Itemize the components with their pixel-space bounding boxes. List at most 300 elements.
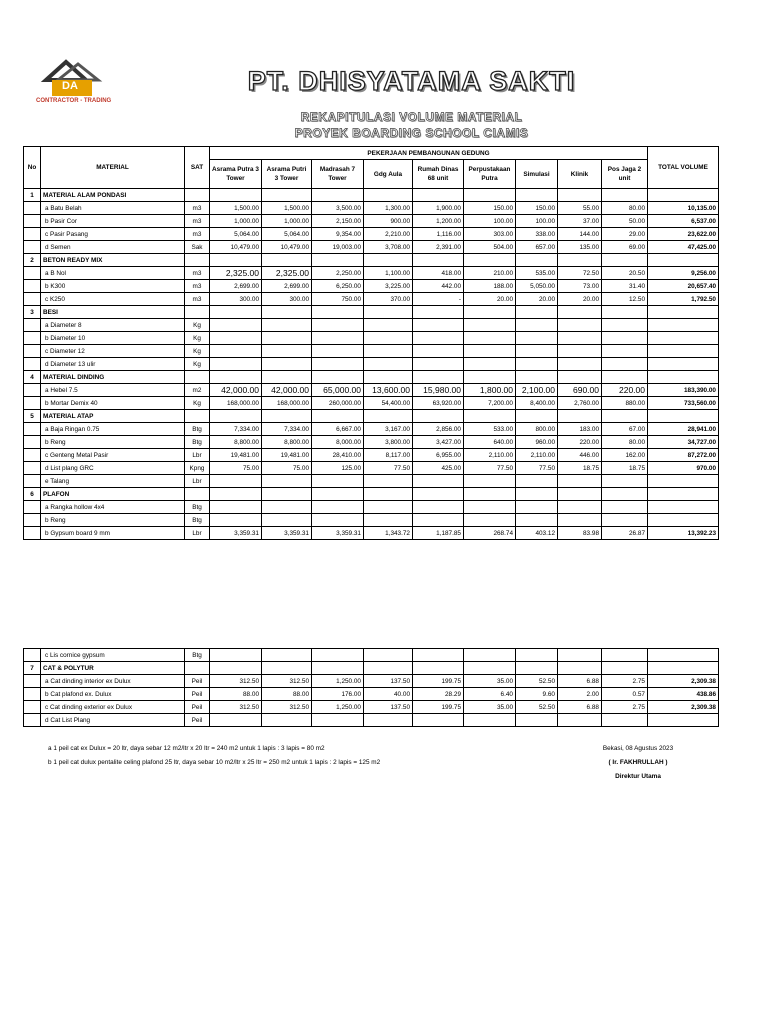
empty-cell bbox=[312, 662, 364, 675]
total-volume bbox=[648, 649, 719, 662]
empty-cell bbox=[210, 662, 262, 675]
volume-cell: 3,225.00 bbox=[364, 280, 413, 293]
unit: Peil bbox=[185, 701, 210, 714]
total-volume: 20,657.40 bbox=[648, 280, 719, 293]
volume-cell: 168,000.00 bbox=[210, 397, 262, 410]
total-volume: 183,390.00 bbox=[648, 384, 719, 397]
material-name: c Lis cornice gypsum bbox=[41, 649, 185, 662]
empty-cell bbox=[558, 371, 602, 384]
unit: Sak bbox=[185, 241, 210, 254]
volume-cell: 5,050.00 bbox=[516, 280, 558, 293]
volume-cell: 100.00 bbox=[516, 215, 558, 228]
volume-cell: 18.75 bbox=[558, 462, 602, 475]
empty-cell bbox=[648, 488, 719, 501]
volume-cell: 3,500.00 bbox=[312, 202, 364, 215]
volume-cell bbox=[364, 649, 413, 662]
company-name: PT. DHISYATAMA SAKTI bbox=[247, 66, 576, 96]
volume-cell: 9.60 bbox=[516, 688, 558, 701]
volume-cell bbox=[312, 649, 364, 662]
material-name: d List plang GRC bbox=[41, 462, 185, 475]
volume-cell: 750.00 bbox=[312, 293, 364, 306]
col-material: MATERIAL bbox=[41, 147, 185, 189]
volume-cell: 88.00 bbox=[210, 688, 262, 701]
empty-cell bbox=[648, 410, 719, 423]
empty-cell bbox=[558, 410, 602, 423]
volume-cell: 88.00 bbox=[262, 688, 312, 701]
material-table-continued bbox=[23, 648, 719, 727]
volume-cell bbox=[602, 514, 648, 527]
volume-cell: 640.00 bbox=[464, 436, 516, 449]
empty-cell bbox=[413, 662, 464, 675]
volume-cell: 19,003.00 bbox=[312, 241, 364, 254]
volume-cell bbox=[516, 319, 558, 332]
unit: Kpng bbox=[185, 462, 210, 475]
volume-cell bbox=[558, 358, 602, 371]
volume-cell: 137.50 bbox=[364, 675, 413, 688]
empty-cell bbox=[516, 254, 558, 267]
volume-cell bbox=[312, 714, 364, 727]
total-volume bbox=[648, 319, 719, 332]
volume-cell: 75.00 bbox=[262, 462, 312, 475]
volume-cell bbox=[602, 501, 648, 514]
volume-cell: 312.50 bbox=[210, 701, 262, 714]
volume-cell bbox=[413, 514, 464, 527]
volume-cell: 8,000.00 bbox=[312, 436, 364, 449]
empty-cell bbox=[602, 410, 648, 423]
material-name: a Diameter 8 bbox=[41, 319, 185, 332]
empty-cell bbox=[185, 371, 210, 384]
volume-cell bbox=[516, 345, 558, 358]
volume-cell: 2,150.00 bbox=[312, 215, 364, 228]
material-name: a Baja Ringan 0.75 bbox=[41, 423, 185, 436]
row-number bbox=[24, 202, 41, 215]
material-table bbox=[23, 146, 719, 540]
table-row bbox=[24, 332, 719, 345]
volume-cell: 442.00 bbox=[413, 280, 464, 293]
volume-cell bbox=[558, 714, 602, 727]
empty-cell bbox=[516, 306, 558, 319]
volume-cell: 210.00 bbox=[464, 267, 516, 280]
signature-block bbox=[588, 742, 688, 784]
empty-cell bbox=[262, 410, 312, 423]
volume-cell bbox=[602, 345, 648, 358]
notes bbox=[48, 742, 380, 770]
empty-cell bbox=[413, 410, 464, 423]
section-row bbox=[24, 410, 719, 423]
section-title: MATERIAL DINDING bbox=[41, 371, 185, 384]
material-name: b Reng bbox=[41, 436, 185, 449]
unit: Kg bbox=[185, 397, 210, 410]
unit: m3 bbox=[185, 215, 210, 228]
volume-cell: 6,667.00 bbox=[312, 423, 364, 436]
row-number bbox=[24, 462, 41, 475]
empty-cell bbox=[464, 254, 516, 267]
volume-cell: 3,359.31 bbox=[210, 527, 262, 540]
volume-cell: 2.00 bbox=[558, 688, 602, 701]
volume-cell: 3,359.31 bbox=[262, 527, 312, 540]
company-tagline: CONTRACTOR - TRADING bbox=[36, 98, 112, 104]
volume-cell: 960.00 bbox=[516, 436, 558, 449]
volume-cell: 12.50 bbox=[602, 293, 648, 306]
volume-cell: 535.00 bbox=[516, 267, 558, 280]
volume-cell: 1,343.72 bbox=[364, 527, 413, 540]
volume-cell: 144.00 bbox=[558, 228, 602, 241]
material-name: b Mortar Demix 40 bbox=[41, 397, 185, 410]
row-number bbox=[24, 293, 41, 306]
unit: Btg bbox=[185, 649, 210, 662]
volume-cell: 6,955.00 bbox=[413, 449, 464, 462]
unit: Btg bbox=[185, 501, 210, 514]
table-row bbox=[24, 675, 719, 688]
volume-cell bbox=[464, 514, 516, 527]
volume-cell bbox=[413, 345, 464, 358]
volume-cell: 880.00 bbox=[602, 397, 648, 410]
total-volume bbox=[648, 514, 719, 527]
empty-cell bbox=[413, 189, 464, 202]
table-row bbox=[24, 436, 719, 449]
total-volume: 28,941.00 bbox=[648, 423, 719, 436]
volume-cell: 150.00 bbox=[464, 202, 516, 215]
table-row bbox=[24, 267, 719, 280]
volume-cell: 188.00 bbox=[464, 280, 516, 293]
total-volume: 9,256.00 bbox=[648, 267, 719, 280]
volume-cell: 303.00 bbox=[464, 228, 516, 241]
volume-cell: 28.29 bbox=[413, 688, 464, 701]
volume-cell: 1,900.00 bbox=[413, 202, 464, 215]
volume-cell bbox=[364, 475, 413, 488]
volume-cell: 80.00 bbox=[602, 436, 648, 449]
section-number: 6 bbox=[24, 488, 41, 501]
volume-cell bbox=[558, 332, 602, 345]
empty-cell bbox=[648, 254, 719, 267]
volume-cell bbox=[413, 358, 464, 371]
empty-cell bbox=[312, 410, 364, 423]
row-number bbox=[24, 514, 41, 527]
empty-cell bbox=[648, 371, 719, 384]
volume-cell bbox=[312, 319, 364, 332]
volume-cell: 72.50 bbox=[558, 267, 602, 280]
volume-cell: 8,800.00 bbox=[210, 436, 262, 449]
volume-cell: 9,354.00 bbox=[312, 228, 364, 241]
volume-cell bbox=[464, 332, 516, 345]
volume-cell: 19,481.00 bbox=[210, 449, 262, 462]
volume-cell: 125.00 bbox=[312, 462, 364, 475]
volume-cell: 67.00 bbox=[602, 423, 648, 436]
empty-cell bbox=[262, 189, 312, 202]
row-number bbox=[24, 688, 41, 701]
empty-cell bbox=[516, 662, 558, 675]
volume-cell: 8,800.00 bbox=[262, 436, 312, 449]
empty-cell bbox=[210, 371, 262, 384]
volume-cell bbox=[210, 475, 262, 488]
total-volume: 2,309.38 bbox=[648, 675, 719, 688]
col-group-title: PEKERJAAN PEMBANGUNAN GEDUNG bbox=[210, 147, 648, 160]
volume-cell bbox=[210, 319, 262, 332]
volume-cell: 300.00 bbox=[210, 293, 262, 306]
volume-cell: 1,250.00 bbox=[312, 701, 364, 714]
empty-cell bbox=[558, 254, 602, 267]
volume-cell: 20.00 bbox=[516, 293, 558, 306]
material-name: c K250 bbox=[41, 293, 185, 306]
empty-cell bbox=[516, 410, 558, 423]
unit: Btg bbox=[185, 514, 210, 527]
volume-cell: 37.00 bbox=[558, 215, 602, 228]
volume-cell: 312.50 bbox=[210, 675, 262, 688]
volume-cell bbox=[464, 714, 516, 727]
volume-cell: 3,359.31 bbox=[312, 527, 364, 540]
volume-cell bbox=[558, 514, 602, 527]
empty-cell bbox=[602, 488, 648, 501]
empty-cell bbox=[312, 371, 364, 384]
col-total: TOTAL VOLUME bbox=[648, 147, 719, 189]
note-b: b 1 peil cat dulux pentalite celing plafond 25 ltr, daya sebar 10 m2/ltr x 25 ltr = 250 m2 untuk 1 lapis : 2 lapis = 125 m2 bbox=[48, 759, 381, 766]
empty-cell bbox=[364, 371, 413, 384]
table-row bbox=[24, 384, 719, 397]
volume-cell: 425.00 bbox=[413, 462, 464, 475]
section-row bbox=[24, 189, 719, 202]
volume-cell: 10,479.00 bbox=[210, 241, 262, 254]
material-name: d Semen bbox=[41, 241, 185, 254]
volume-cell bbox=[262, 649, 312, 662]
volume-cell: 504.00 bbox=[464, 241, 516, 254]
material-name: b Cat plafond ex. Dulux bbox=[41, 688, 185, 701]
section-row bbox=[24, 488, 719, 501]
volume-cell bbox=[210, 501, 262, 514]
material-name: c Genteng Metal Pasir bbox=[41, 449, 185, 462]
volume-cell: 312.50 bbox=[262, 701, 312, 714]
section-title: CAT & POLYTUR bbox=[41, 662, 185, 675]
volume-cell: 135.00 bbox=[558, 241, 602, 254]
row-number bbox=[24, 449, 41, 462]
volume-cell: 199.75 bbox=[413, 675, 464, 688]
volume-cell bbox=[558, 649, 602, 662]
volume-cell: 65,000.00 bbox=[312, 384, 364, 397]
volume-cell: 18.75 bbox=[602, 462, 648, 475]
col-sat: SAT bbox=[185, 147, 210, 189]
volume-cell: 26.87 bbox=[602, 527, 648, 540]
volume-cell: 35.00 bbox=[464, 675, 516, 688]
empty-cell bbox=[516, 488, 558, 501]
empty-cell bbox=[364, 189, 413, 202]
volume-cell bbox=[516, 358, 558, 371]
row-number bbox=[24, 714, 41, 727]
table-row bbox=[24, 649, 719, 662]
volume-cell: 168,000.00 bbox=[262, 397, 312, 410]
volume-cell: 1,000.00 bbox=[262, 215, 312, 228]
row-number bbox=[24, 675, 41, 688]
volume-cell: 403.12 bbox=[516, 527, 558, 540]
section-title: MATERIAL ATAP bbox=[41, 410, 185, 423]
total-volume: 970.00 bbox=[648, 462, 719, 475]
volume-cell bbox=[413, 714, 464, 727]
volume-cell: 19,481.00 bbox=[262, 449, 312, 462]
unit: Kg bbox=[185, 319, 210, 332]
row-number bbox=[24, 397, 41, 410]
volume-cell: 13,600.00 bbox=[364, 384, 413, 397]
row-number bbox=[24, 384, 41, 397]
unit: m3 bbox=[185, 267, 210, 280]
volume-cell: 2,391.00 bbox=[413, 241, 464, 254]
empty-cell bbox=[210, 488, 262, 501]
col-rumah-dinas: Rumah Dinas 68 unit bbox=[413, 160, 464, 189]
empty-cell bbox=[516, 189, 558, 202]
volume-cell: 15,980.00 bbox=[413, 384, 464, 397]
empty-cell bbox=[185, 306, 210, 319]
unit: Kg bbox=[185, 358, 210, 371]
volume-cell: 80.00 bbox=[602, 202, 648, 215]
material-name: c Cat dinding exterior ex Dulux bbox=[41, 701, 185, 714]
volume-cell bbox=[516, 649, 558, 662]
empty-cell bbox=[210, 410, 262, 423]
empty-cell bbox=[210, 254, 262, 267]
volume-cell: 2,325.00 bbox=[210, 267, 262, 280]
total-volume: 87,272.00 bbox=[648, 449, 719, 462]
volume-cell: 20.00 bbox=[558, 293, 602, 306]
volume-cell: 63,920.00 bbox=[413, 397, 464, 410]
volume-cell bbox=[364, 319, 413, 332]
volume-cell bbox=[210, 358, 262, 371]
row-number bbox=[24, 332, 41, 345]
volume-cell bbox=[262, 501, 312, 514]
total-volume bbox=[648, 345, 719, 358]
empty-cell bbox=[648, 189, 719, 202]
section-number: 4 bbox=[24, 371, 41, 384]
volume-cell: 2,100.00 bbox=[516, 384, 558, 397]
unit: m3 bbox=[185, 202, 210, 215]
unit: Lbr bbox=[185, 475, 210, 488]
volume-cell: 2,325.00 bbox=[262, 267, 312, 280]
volume-cell: 77.50 bbox=[516, 462, 558, 475]
empty-cell bbox=[185, 488, 210, 501]
section-title: MATERIAL ALAM PONDASI bbox=[41, 189, 185, 202]
volume-cell: 31.40 bbox=[602, 280, 648, 293]
volume-cell: 1,300.00 bbox=[364, 202, 413, 215]
table-row bbox=[24, 345, 719, 358]
section-row bbox=[24, 306, 719, 319]
empty-cell bbox=[364, 488, 413, 501]
volume-cell: 3,800.00 bbox=[364, 436, 413, 449]
unit: Kg bbox=[185, 332, 210, 345]
volume-cell: 73.00 bbox=[558, 280, 602, 293]
section-title: BESI bbox=[41, 306, 185, 319]
table-row bbox=[24, 397, 719, 410]
table-row bbox=[24, 714, 719, 727]
volume-cell: 0.57 bbox=[602, 688, 648, 701]
volume-cell: 1,116.00 bbox=[413, 228, 464, 241]
empty-cell bbox=[413, 488, 464, 501]
volume-cell: 40.00 bbox=[364, 688, 413, 701]
volume-cell bbox=[210, 332, 262, 345]
empty-cell bbox=[464, 410, 516, 423]
volume-cell bbox=[516, 714, 558, 727]
volume-cell bbox=[602, 475, 648, 488]
row-number bbox=[24, 215, 41, 228]
note-a: a 1 peil cat ex Dulux = 20 ltr, daya sebar 12 m2/ltr x 20 ltr = 240 m2 untuk 1 lapis : 3 lapis = 80 m2 bbox=[48, 745, 325, 752]
table-row bbox=[24, 423, 719, 436]
volume-cell bbox=[262, 714, 312, 727]
row-number bbox=[24, 319, 41, 332]
volume-cell bbox=[210, 714, 262, 727]
material-name: e Talang bbox=[41, 475, 185, 488]
volume-cell: 42,000.00 bbox=[210, 384, 262, 397]
empty-cell bbox=[413, 306, 464, 319]
empty-cell bbox=[262, 488, 312, 501]
project-subtitle: PROYEK BOARDING SCHOOL CIAMIS bbox=[294, 126, 529, 140]
volume-cell: 52.50 bbox=[516, 701, 558, 714]
volume-cell: 220.00 bbox=[602, 384, 648, 397]
total-volume bbox=[648, 358, 719, 371]
table-row bbox=[24, 280, 719, 293]
volume-cell: 533.00 bbox=[464, 423, 516, 436]
total-volume: 34,727.00 bbox=[648, 436, 719, 449]
volume-cell: - bbox=[413, 293, 464, 306]
empty-cell bbox=[312, 488, 364, 501]
total-volume: 733,560.00 bbox=[648, 397, 719, 410]
empty-cell bbox=[413, 371, 464, 384]
volume-cell: 1,100.00 bbox=[364, 267, 413, 280]
col-pos-jaga: Pos Jaga 2 unit bbox=[602, 160, 648, 189]
volume-cell bbox=[312, 332, 364, 345]
empty-cell bbox=[364, 306, 413, 319]
volume-cell: 690.00 bbox=[558, 384, 602, 397]
volume-cell: 2,110.00 bbox=[464, 449, 516, 462]
total-volume bbox=[648, 714, 719, 727]
empty-cell bbox=[413, 254, 464, 267]
table-row bbox=[24, 241, 719, 254]
volume-cell bbox=[602, 649, 648, 662]
unit: Btg bbox=[185, 423, 210, 436]
material-name: a Cat dinding interior ex Dulux bbox=[41, 675, 185, 688]
table-row bbox=[24, 501, 719, 514]
section-row bbox=[24, 254, 719, 267]
empty-cell bbox=[210, 189, 262, 202]
volume-cell bbox=[312, 358, 364, 371]
material-name: b K300 bbox=[41, 280, 185, 293]
empty-cell bbox=[262, 371, 312, 384]
volume-cell bbox=[364, 345, 413, 358]
row-number bbox=[24, 267, 41, 280]
volume-cell bbox=[364, 514, 413, 527]
total-volume: 2,309.38 bbox=[648, 701, 719, 714]
unit: Btg bbox=[185, 436, 210, 449]
row-number bbox=[24, 501, 41, 514]
empty-cell bbox=[262, 254, 312, 267]
volume-cell: 657.00 bbox=[516, 241, 558, 254]
empty-cell bbox=[312, 189, 364, 202]
row-number bbox=[24, 228, 41, 241]
empty-cell bbox=[558, 488, 602, 501]
table-row bbox=[24, 701, 719, 714]
total-volume: 23,622.00 bbox=[648, 228, 719, 241]
volume-cell: 69.00 bbox=[602, 241, 648, 254]
section-number: 5 bbox=[24, 410, 41, 423]
volume-cell bbox=[602, 358, 648, 371]
signature-name: ( Ir. FAKHRULLAH ) bbox=[608, 759, 668, 766]
table-row bbox=[24, 449, 719, 462]
volume-cell: 2,250.00 bbox=[312, 267, 364, 280]
volume-cell: 3,427.00 bbox=[413, 436, 464, 449]
table-row bbox=[24, 688, 719, 701]
section-row bbox=[24, 662, 719, 675]
total-volume bbox=[648, 475, 719, 488]
volume-cell bbox=[602, 319, 648, 332]
empty-cell bbox=[602, 371, 648, 384]
row-number bbox=[24, 527, 41, 540]
volume-cell bbox=[262, 332, 312, 345]
row-number bbox=[24, 436, 41, 449]
volume-cell bbox=[558, 319, 602, 332]
report-subtitle: REKAPITULASI VOLUME MATERIAL bbox=[300, 110, 523, 124]
